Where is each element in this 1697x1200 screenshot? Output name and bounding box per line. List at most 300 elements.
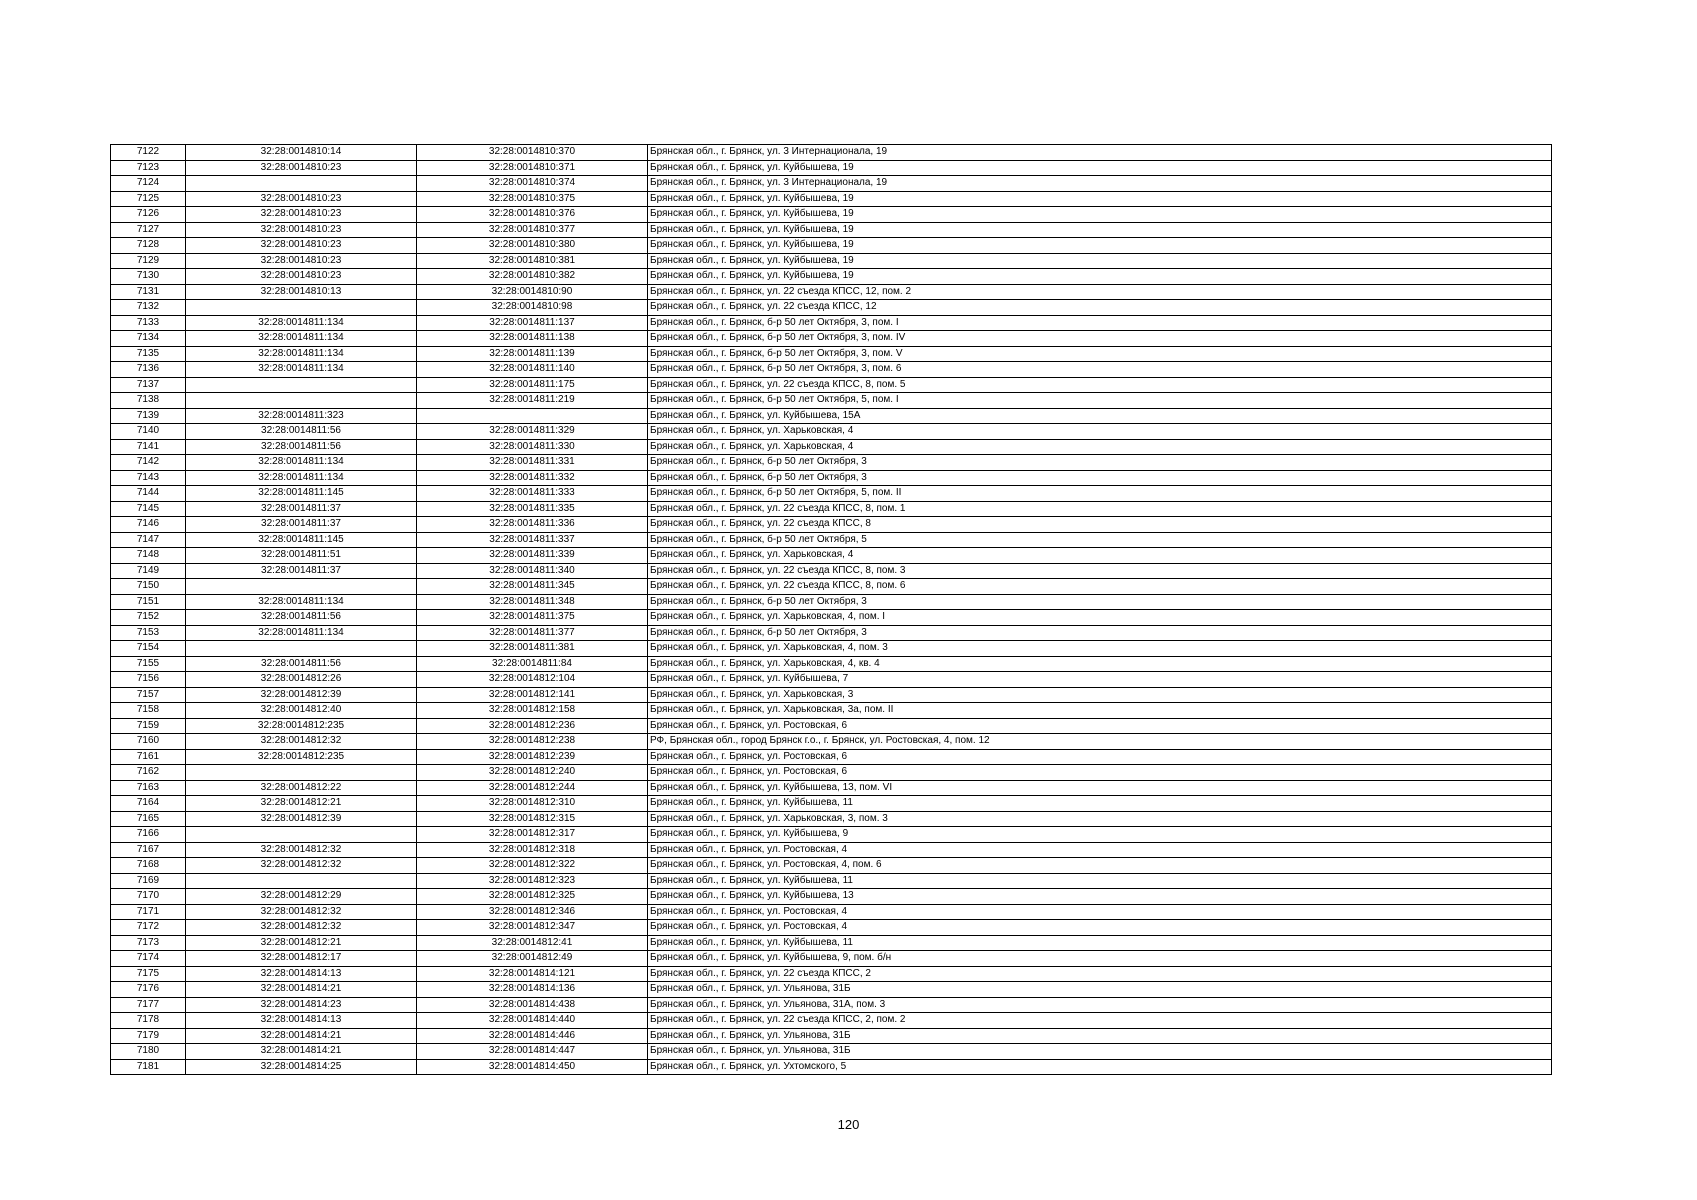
- parcel-cadastral-number-cell: [186, 300, 417, 316]
- row-number-cell: 7133: [111, 315, 186, 331]
- address-cell: Брянская обл., г. Брянск, ул. Харьковская, 4, кв. 4: [648, 656, 1552, 672]
- table-row: [111, 610, 1552, 626]
- row-number-cell: 7140: [111, 424, 186, 440]
- object-cadastral-number-cell: 32:28:0014812:318: [417, 842, 648, 858]
- table-row: [111, 191, 1552, 207]
- address-cell: Брянская обл., г. Брянск, ул. Куйбышева, 19: [648, 160, 1552, 176]
- object-cadastral-number-cell: 32:28:0014812:317: [417, 827, 648, 843]
- row-number-cell: 7134: [111, 331, 186, 347]
- table-row: [111, 517, 1552, 533]
- address-cell: Брянская обл., г. Брянск, ул. Ростовская, 6: [648, 765, 1552, 781]
- row-number-cell: 7126: [111, 207, 186, 223]
- table-row: [111, 532, 1552, 548]
- table-row: [111, 486, 1552, 502]
- table-row: [111, 749, 1552, 765]
- table-row: [111, 377, 1552, 393]
- object-cadastral-number-cell: 32:28:0014812:41: [417, 935, 648, 951]
- parcel-cadastral-number-cell: 32:28:0014814:13: [186, 1013, 417, 1029]
- parcel-cadastral-number-cell: [186, 641, 417, 657]
- parcel-cadastral-number-cell: 32:28:0014811:37: [186, 563, 417, 579]
- table-row: [111, 920, 1552, 936]
- address-cell: Брянская обл., г. Брянск, б-р 50 лет Октября, 3, пом. IV: [648, 331, 1552, 347]
- parcel-cadastral-number-cell: [186, 579, 417, 595]
- table-row: [111, 207, 1552, 223]
- parcel-cadastral-number-cell: 32:28:0014811:56: [186, 610, 417, 626]
- address-cell: Брянская обл., г. Брянск, ул. 22 съезда КПСС, 8: [648, 517, 1552, 533]
- parcel-cadastral-number-cell: 32:28:0014814:23: [186, 997, 417, 1013]
- address-cell: Брянская обл., г. Брянск, б-р 50 лет Октября, 3: [648, 625, 1552, 641]
- address-cell: Брянская обл., г. Брянск, ул. 22 съезда КПСС, 8, пом. 6: [648, 579, 1552, 595]
- row-number-cell: 7139: [111, 408, 186, 424]
- object-cadastral-number-cell: 32:28:0014810:374: [417, 176, 648, 192]
- address-cell: Брянская обл., г. Брянск, ул. Ростовская, 6: [648, 718, 1552, 734]
- object-cadastral-number-cell: 32:28:0014812:104: [417, 672, 648, 688]
- table-row: [111, 672, 1552, 688]
- object-cadastral-number-cell: 32:28:0014811:381: [417, 641, 648, 657]
- object-cadastral-number-cell: 32:28:0014811:84: [417, 656, 648, 672]
- object-cadastral-number-cell: 32:28:0014810:377: [417, 222, 648, 238]
- table-row: [111, 315, 1552, 331]
- table-row: [111, 253, 1552, 269]
- registry-table: [110, 144, 1552, 1075]
- address-cell: Брянская обл., г. Брянск, б-р 50 лет Октября, 3, пом. I: [648, 315, 1552, 331]
- parcel-cadastral-number-cell: 32:28:0014811:323: [186, 408, 417, 424]
- row-number-cell: 7160: [111, 734, 186, 750]
- row-number-cell: 7142: [111, 455, 186, 471]
- parcel-cadastral-number-cell: 32:28:0014812:235: [186, 718, 417, 734]
- table-row: [111, 284, 1552, 300]
- address-cell: Брянская обл., г. Брянск, ул. Ростовская, 6: [648, 749, 1552, 765]
- parcel-cadastral-number-cell: 32:28:0014811:134: [186, 315, 417, 331]
- parcel-cadastral-number-cell: 32:28:0014812:39: [186, 811, 417, 827]
- row-number-cell: 7129: [111, 253, 186, 269]
- object-cadastral-number-cell: 32:28:0014811:331: [417, 455, 648, 471]
- table-row: [111, 594, 1552, 610]
- address-cell: Брянская обл., г. Брянск, ул. Куйбышева, 19: [648, 238, 1552, 254]
- parcel-cadastral-number-cell: 32:28:0014811:51: [186, 548, 417, 564]
- row-number-cell: 7157: [111, 687, 186, 703]
- table-row: [111, 145, 1552, 161]
- table-row: [111, 269, 1552, 285]
- table-row: [111, 796, 1552, 812]
- row-number-cell: 7181: [111, 1059, 186, 1075]
- row-number-cell: 7143: [111, 470, 186, 486]
- object-cadastral-number-cell: 32:28:0014812:346: [417, 904, 648, 920]
- object-cadastral-number-cell: 32:28:0014810:380: [417, 238, 648, 254]
- object-cadastral-number-cell: 32:28:0014811:138: [417, 331, 648, 347]
- address-cell: Брянская обл., г. Брянск, ул. Куйбышева, 9: [648, 827, 1552, 843]
- row-number-cell: 7159: [111, 718, 186, 734]
- table-row: [111, 827, 1552, 843]
- parcel-cadastral-number-cell: 32:28:0014812:235: [186, 749, 417, 765]
- row-number-cell: 7169: [111, 873, 186, 889]
- parcel-cadastral-number-cell: 32:28:0014810:23: [186, 191, 417, 207]
- object-cadastral-number-cell: 32:28:0014814:136: [417, 982, 648, 998]
- table-row: [111, 1059, 1552, 1075]
- object-cadastral-number-cell: 32:28:0014812:141: [417, 687, 648, 703]
- row-number-cell: 7148: [111, 548, 186, 564]
- row-number-cell: 7145: [111, 501, 186, 517]
- table-row: [111, 718, 1552, 734]
- address-cell: Брянская обл., г. Брянск, ул. 3 Интернационала, 19: [648, 176, 1552, 192]
- object-cadastral-number-cell: 32:28:0014811:339: [417, 548, 648, 564]
- table-row: [111, 935, 1552, 951]
- address-cell: Брянская обл., г. Брянск, ул. 22 съезда КПСС, 8, пом. 3: [648, 563, 1552, 579]
- address-cell: Брянская обл., г. Брянск, ул. Куйбышева, 19: [648, 269, 1552, 285]
- address-cell: Брянская обл., г. Брянск, б-р 50 лет Октября, 5: [648, 532, 1552, 548]
- object-cadastral-number-cell: 32:28:0014814:450: [417, 1059, 648, 1075]
- address-cell: Брянская обл., г. Брянск, ул. Ульянова, 31А, пом. 3: [648, 997, 1552, 1013]
- object-cadastral-number-cell: [417, 408, 648, 424]
- object-cadastral-number-cell: 32:28:0014814:440: [417, 1013, 648, 1029]
- table-row: [111, 656, 1552, 672]
- table-row: [111, 331, 1552, 347]
- object-cadastral-number-cell: 32:28:0014812:158: [417, 703, 648, 719]
- table-row: [111, 904, 1552, 920]
- table-row: [111, 300, 1552, 316]
- table-row: [111, 951, 1552, 967]
- object-cadastral-number-cell: 32:28:0014810:376: [417, 207, 648, 223]
- address-cell: Брянская обл., г. Брянск, ул. 22 съезда КПСС, 2, пом. 2: [648, 1013, 1552, 1029]
- parcel-cadastral-number-cell: 32:28:0014811:134: [186, 594, 417, 610]
- table-row: [111, 160, 1552, 176]
- row-number-cell: 7173: [111, 935, 186, 951]
- address-cell: Брянская обл., г. Брянск, б-р 50 лет Октября, 5, пом. II: [648, 486, 1552, 502]
- parcel-cadastral-number-cell: 32:28:0014810:23: [186, 207, 417, 223]
- address-cell: Брянская обл., г. Брянск, ул. 22 съезда КПСС, 12, пом. 2: [648, 284, 1552, 300]
- object-cadastral-number-cell: 32:28:0014812:240: [417, 765, 648, 781]
- object-cadastral-number-cell: 32:28:0014814:447: [417, 1044, 648, 1060]
- row-number-cell: 7172: [111, 920, 186, 936]
- parcel-cadastral-number-cell: 32:28:0014811:56: [186, 424, 417, 440]
- address-cell: Брянская обл., г. Брянск, ул. 22 съезда КПСС, 2: [648, 966, 1552, 982]
- row-number-cell: 7122: [111, 145, 186, 161]
- table-row: [111, 625, 1552, 641]
- address-cell: Брянская обл., г. Брянск, ул. Ульянова, 31Б: [648, 982, 1552, 998]
- object-cadastral-number-cell: 32:28:0014811:329: [417, 424, 648, 440]
- address-cell: Брянская обл., г. Брянск, б-р 50 лет Октября, 3: [648, 594, 1552, 610]
- row-number-cell: 7156: [111, 672, 186, 688]
- row-number-cell: 7135: [111, 346, 186, 362]
- registry-body: [111, 145, 1552, 1075]
- object-cadastral-number-cell: 32:28:0014812:315: [417, 811, 648, 827]
- row-number-cell: 7166: [111, 827, 186, 843]
- table-row: [111, 1044, 1552, 1060]
- address-cell: Брянская обл., г. Брянск, ул. Ростовская, 4: [648, 904, 1552, 920]
- address-cell: Брянская обл., г. Брянск, б-р 50 лет Октября, 3, пом. 6: [648, 362, 1552, 378]
- parcel-cadastral-number-cell: 32:28:0014812:32: [186, 904, 417, 920]
- parcel-cadastral-number-cell: 32:28:0014811:145: [186, 486, 417, 502]
- parcel-cadastral-number-cell: 32:28:0014811:145: [186, 532, 417, 548]
- object-cadastral-number-cell: 32:28:0014812:310: [417, 796, 648, 812]
- table-row: [111, 176, 1552, 192]
- row-number-cell: 7170: [111, 889, 186, 905]
- address-cell: Брянская обл., г. Брянск, ул. Куйбышева, 19: [648, 191, 1552, 207]
- parcel-cadastral-number-cell: 32:28:0014814:21: [186, 1044, 417, 1060]
- parcel-cadastral-number-cell: 32:28:0014814:21: [186, 982, 417, 998]
- parcel-cadastral-number-cell: 32:28:0014810:23: [186, 222, 417, 238]
- object-cadastral-number-cell: 32:28:0014811:345: [417, 579, 648, 595]
- table-row: [111, 703, 1552, 719]
- object-cadastral-number-cell: 32:28:0014811:219: [417, 393, 648, 409]
- parcel-cadastral-number-cell: 32:28:0014812:32: [186, 842, 417, 858]
- address-cell: Брянская обл., г. Брянск, ул. Ухтомского, 5: [648, 1059, 1552, 1075]
- row-number-cell: 7162: [111, 765, 186, 781]
- address-cell: Брянская обл., г. Брянск, ул. Куйбышева, 13: [648, 889, 1552, 905]
- row-number-cell: 7130: [111, 269, 186, 285]
- table-row: [111, 811, 1552, 827]
- object-cadastral-number-cell: 32:28:0014811:140: [417, 362, 648, 378]
- row-number-cell: 7124: [111, 176, 186, 192]
- row-number-cell: 7165: [111, 811, 186, 827]
- table-row: [111, 424, 1552, 440]
- address-cell: Брянская обл., г. Брянск, ул. Куйбышева, 15А: [648, 408, 1552, 424]
- row-number-cell: 7144: [111, 486, 186, 502]
- object-cadastral-number-cell: 32:28:0014811:340: [417, 563, 648, 579]
- address-cell: Брянская обл., г. Брянск, ул. Ульянова, 31Б: [648, 1028, 1552, 1044]
- parcel-cadastral-number-cell: 32:28:0014810:14: [186, 145, 417, 161]
- object-cadastral-number-cell: 32:28:0014811:333: [417, 486, 648, 502]
- table-row: [111, 641, 1552, 657]
- table-row: [111, 765, 1552, 781]
- parcel-cadastral-number-cell: [186, 393, 417, 409]
- parcel-cadastral-number-cell: 32:28:0014812:26: [186, 672, 417, 688]
- table-row: [111, 563, 1552, 579]
- parcel-cadastral-number-cell: 32:28:0014811:56: [186, 439, 417, 455]
- parcel-cadastral-number-cell: 32:28:0014811:134: [186, 362, 417, 378]
- parcel-cadastral-number-cell: 32:28:0014810:23: [186, 160, 417, 176]
- object-cadastral-number-cell: 32:28:0014811:377: [417, 625, 648, 641]
- parcel-cadastral-number-cell: [186, 873, 417, 889]
- row-number-cell: 7175: [111, 966, 186, 982]
- parcel-cadastral-number-cell: 32:28:0014812:32: [186, 920, 417, 936]
- table-row: [111, 408, 1552, 424]
- row-number-cell: 7163: [111, 780, 186, 796]
- row-number-cell: 7146: [111, 517, 186, 533]
- row-number-cell: 7153: [111, 625, 186, 641]
- object-cadastral-number-cell: 32:28:0014812:322: [417, 858, 648, 874]
- row-number-cell: 7149: [111, 563, 186, 579]
- address-cell: Брянская обл., г. Брянск, ул. Харьковская, 4: [648, 424, 1552, 440]
- row-number-cell: 7161: [111, 749, 186, 765]
- table-row: [111, 455, 1552, 471]
- object-cadastral-number-cell: 32:28:0014812:238: [417, 734, 648, 750]
- row-number-cell: 7178: [111, 1013, 186, 1029]
- row-number-cell: 7150: [111, 579, 186, 595]
- parcel-cadastral-number-cell: 32:28:0014811:134: [186, 625, 417, 641]
- row-number-cell: 7136: [111, 362, 186, 378]
- row-number-cell: 7154: [111, 641, 186, 657]
- address-cell: Брянская обл., г. Брянск, ул. Харьковская, 4, пом. I: [648, 610, 1552, 626]
- address-cell: Брянская обл., г. Брянск, ул. Харьковская, 4, пом. 3: [648, 641, 1552, 657]
- object-cadastral-number-cell: 32:28:0014811:139: [417, 346, 648, 362]
- table-row: [111, 966, 1552, 982]
- table-row: [111, 222, 1552, 238]
- object-cadastral-number-cell: 32:28:0014810:90: [417, 284, 648, 300]
- address-cell: Брянская обл., г. Брянск, б-р 50 лет Октября, 3: [648, 470, 1552, 486]
- row-number-cell: 7151: [111, 594, 186, 610]
- table-row: [111, 873, 1552, 889]
- address-cell: Брянская обл., г. Брянск, ул. Куйбышева, 11: [648, 873, 1552, 889]
- object-cadastral-number-cell: 32:28:0014812:244: [417, 780, 648, 796]
- parcel-cadastral-number-cell: 32:28:0014811:134: [186, 331, 417, 347]
- address-cell: Брянская обл., г. Брянск, ул. Куйбышева, 19: [648, 253, 1552, 269]
- parcel-cadastral-number-cell: 32:28:0014812:29: [186, 889, 417, 905]
- table-row: [111, 1013, 1552, 1029]
- object-cadastral-number-cell: 32:28:0014812:323: [417, 873, 648, 889]
- parcel-cadastral-number-cell: 32:28:0014811:37: [186, 501, 417, 517]
- row-number-cell: 7152: [111, 610, 186, 626]
- table-row: [111, 238, 1552, 254]
- parcel-cadastral-number-cell: 32:28:0014811:37: [186, 517, 417, 533]
- address-cell: Брянская обл., г. Брянск, ул. Ульянова, 31Б: [648, 1044, 1552, 1060]
- address-cell: Брянская обл., г. Брянск, ул. Куйбышева, 19: [648, 222, 1552, 238]
- object-cadastral-number-cell: 32:28:0014811:175: [417, 377, 648, 393]
- row-number-cell: 7176: [111, 982, 186, 998]
- parcel-cadastral-number-cell: 32:28:0014810:23: [186, 269, 417, 285]
- parcel-cadastral-number-cell: 32:28:0014812:40: [186, 703, 417, 719]
- parcel-cadastral-number-cell: 32:28:0014811:134: [186, 346, 417, 362]
- parcel-cadastral-number-cell: 32:28:0014810:13: [186, 284, 417, 300]
- object-cadastral-number-cell: 32:28:0014812:239: [417, 749, 648, 765]
- object-cadastral-number-cell: 32:28:0014811:337: [417, 532, 648, 548]
- row-number-cell: 7158: [111, 703, 186, 719]
- address-cell: Брянская обл., г. Брянск, ул. Куйбышева, 11: [648, 935, 1552, 951]
- address-cell: Брянская обл., г. Брянск, ул. Харьковская, 4: [648, 548, 1552, 564]
- object-cadastral-number-cell: 32:28:0014810:375: [417, 191, 648, 207]
- object-cadastral-number-cell: 32:28:0014814:121: [417, 966, 648, 982]
- parcel-cadastral-number-cell: 32:28:0014812:39: [186, 687, 417, 703]
- object-cadastral-number-cell: 32:28:0014811:375: [417, 610, 648, 626]
- row-number-cell: 7147: [111, 532, 186, 548]
- table-row: [111, 687, 1552, 703]
- address-cell: Брянская обл., г. Брянск, ул. Харьковская, 3: [648, 687, 1552, 703]
- object-cadastral-number-cell: 32:28:0014811:137: [417, 315, 648, 331]
- row-number-cell: 7125: [111, 191, 186, 207]
- parcel-cadastral-number-cell: 32:28:0014812:32: [186, 858, 417, 874]
- object-cadastral-number-cell: 32:28:0014811:332: [417, 470, 648, 486]
- row-number-cell: 7131: [111, 284, 186, 300]
- parcel-cadastral-number-cell: 32:28:0014812:32: [186, 734, 417, 750]
- table-row: [111, 1028, 1552, 1044]
- row-number-cell: 7137: [111, 377, 186, 393]
- row-number-cell: 7174: [111, 951, 186, 967]
- object-cadastral-number-cell: 32:28:0014812:236: [417, 718, 648, 734]
- table-row: [111, 470, 1552, 486]
- row-number-cell: 7164: [111, 796, 186, 812]
- row-number-cell: 7179: [111, 1028, 186, 1044]
- address-cell: Брянская обл., г. Брянск, ул. Куйбышева, 13, пом. VI: [648, 780, 1552, 796]
- address-cell: Брянская обл., г. Брянск, ул. Куйбышева, 7: [648, 672, 1552, 688]
- object-cadastral-number-cell: 32:28:0014811:348: [417, 594, 648, 610]
- parcel-cadastral-number-cell: 32:28:0014811:134: [186, 470, 417, 486]
- address-cell: Брянская обл., г. Брянск, ул. Харьковская, 4: [648, 439, 1552, 455]
- row-number-cell: 7132: [111, 300, 186, 316]
- address-cell: Брянская обл., г. Брянск, ул. 22 съезда КПСС, 12: [648, 300, 1552, 316]
- address-cell: Брянская обл., г. Брянск, ул. Куйбышева, 19: [648, 207, 1552, 223]
- address-cell: Брянская обл., г. Брянск, б-р 50 лет Октября, 5, пом. I: [648, 393, 1552, 409]
- table-row: [111, 997, 1552, 1013]
- table-row: [111, 889, 1552, 905]
- parcel-cadastral-number-cell: 32:28:0014814:25: [186, 1059, 417, 1075]
- table-row: [111, 858, 1552, 874]
- address-cell: Брянская обл., г. Брянск, ул. Куйбышева, 9, пом. б/н: [648, 951, 1552, 967]
- parcel-cadastral-number-cell: 32:28:0014812:21: [186, 935, 417, 951]
- row-number-cell: 7180: [111, 1044, 186, 1060]
- object-cadastral-number-cell: 32:28:0014810:382: [417, 269, 648, 285]
- parcel-cadastral-number-cell: [186, 827, 417, 843]
- address-cell: Брянская обл., г. Брянск, ул. 22 съезда КПСС, 8, пом. 1: [648, 501, 1552, 517]
- address-cell: Брянская обл., г. Брянск, ул. Харьковская, 3а, пом. II: [648, 703, 1552, 719]
- row-number-cell: 7128: [111, 238, 186, 254]
- parcel-cadastral-number-cell: 32:28:0014812:22: [186, 780, 417, 796]
- table-row: [111, 579, 1552, 595]
- address-cell: Брянская обл., г. Брянск, ул. Харьковская, 3, пом. 3: [648, 811, 1552, 827]
- table-row: [111, 734, 1552, 750]
- row-number-cell: 7155: [111, 656, 186, 672]
- address-cell: Брянская обл., г. Брянск, ул. Куйбышева, 11: [648, 796, 1552, 812]
- table-row: [111, 982, 1552, 998]
- row-number-cell: 7177: [111, 997, 186, 1013]
- table-row: [111, 393, 1552, 409]
- parcel-cadastral-number-cell: [186, 377, 417, 393]
- object-cadastral-number-cell: 32:28:0014810:381: [417, 253, 648, 269]
- page-number: 120: [837, 1117, 860, 1132]
- parcel-cadastral-number-cell: 32:28:0014811:56: [186, 656, 417, 672]
- object-cadastral-number-cell: 32:28:0014810:98: [417, 300, 648, 316]
- parcel-cadastral-number-cell: [186, 176, 417, 192]
- object-cadastral-number-cell: 32:28:0014812:347: [417, 920, 648, 936]
- row-number-cell: 7167: [111, 842, 186, 858]
- row-number-cell: 7141: [111, 439, 186, 455]
- parcel-cadastral-number-cell: 32:28:0014812:17: [186, 951, 417, 967]
- object-cadastral-number-cell: 32:28:0014811:335: [417, 501, 648, 517]
- table-row: [111, 501, 1552, 517]
- parcel-cadastral-number-cell: 32:28:0014810:23: [186, 253, 417, 269]
- parcel-cadastral-number-cell: 32:28:0014814:13: [186, 966, 417, 982]
- object-cadastral-number-cell: 32:28:0014812:49: [417, 951, 648, 967]
- row-number-cell: 7138: [111, 393, 186, 409]
- parcel-cadastral-number-cell: 32:28:0014812:21: [186, 796, 417, 812]
- row-number-cell: 7168: [111, 858, 186, 874]
- address-cell: Брянская обл., г. Брянск, ул. 3 Интернационала, 19: [648, 145, 1552, 161]
- row-number-cell: 7127: [111, 222, 186, 238]
- address-cell: Брянская обл., г. Брянск, ул. Ростовская, 4: [648, 920, 1552, 936]
- parcel-cadastral-number-cell: [186, 765, 417, 781]
- object-cadastral-number-cell: 32:28:0014811:330: [417, 439, 648, 455]
- object-cadastral-number-cell: 32:28:0014814:446: [417, 1028, 648, 1044]
- address-cell: Брянская обл., г. Брянск, б-р 50 лет Октября, 3, пом. V: [648, 346, 1552, 362]
- table-row: [111, 842, 1552, 858]
- table-row: [111, 439, 1552, 455]
- address-cell: Брянская обл., г. Брянск, ул. 22 съезда КПСС, 8, пом. 5: [648, 377, 1552, 393]
- object-cadastral-number-cell: 32:28:0014814:438: [417, 997, 648, 1013]
- address-cell: Брянская обл., г. Брянск, б-р 50 лет Октября, 3: [648, 455, 1552, 471]
- table-row: [111, 362, 1552, 378]
- table-row: [111, 346, 1552, 362]
- object-cadastral-number-cell: 32:28:0014811:336: [417, 517, 648, 533]
- address-cell: Брянская обл., г. Брянск, ул. Ростовская, 4: [648, 842, 1552, 858]
- table-row: [111, 780, 1552, 796]
- parcel-cadastral-number-cell: 32:28:0014814:21: [186, 1028, 417, 1044]
- row-number-cell: 7123: [111, 160, 186, 176]
- address-cell: РФ, Брянская обл., город Брянск г.о., г. Брянск, ул. Ростовская, 4, пом. 12: [648, 734, 1552, 750]
- object-cadastral-number-cell: 32:28:0014810:371: [417, 160, 648, 176]
- object-cadastral-number-cell: 32:28:0014812:325: [417, 889, 648, 905]
- address-cell: Брянская обл., г. Брянск, ул. Ростовская, 4, пом. 6: [648, 858, 1552, 874]
- parcel-cadastral-number-cell: 32:28:0014810:23: [186, 238, 417, 254]
- object-cadastral-number-cell: 32:28:0014810:370: [417, 145, 648, 161]
